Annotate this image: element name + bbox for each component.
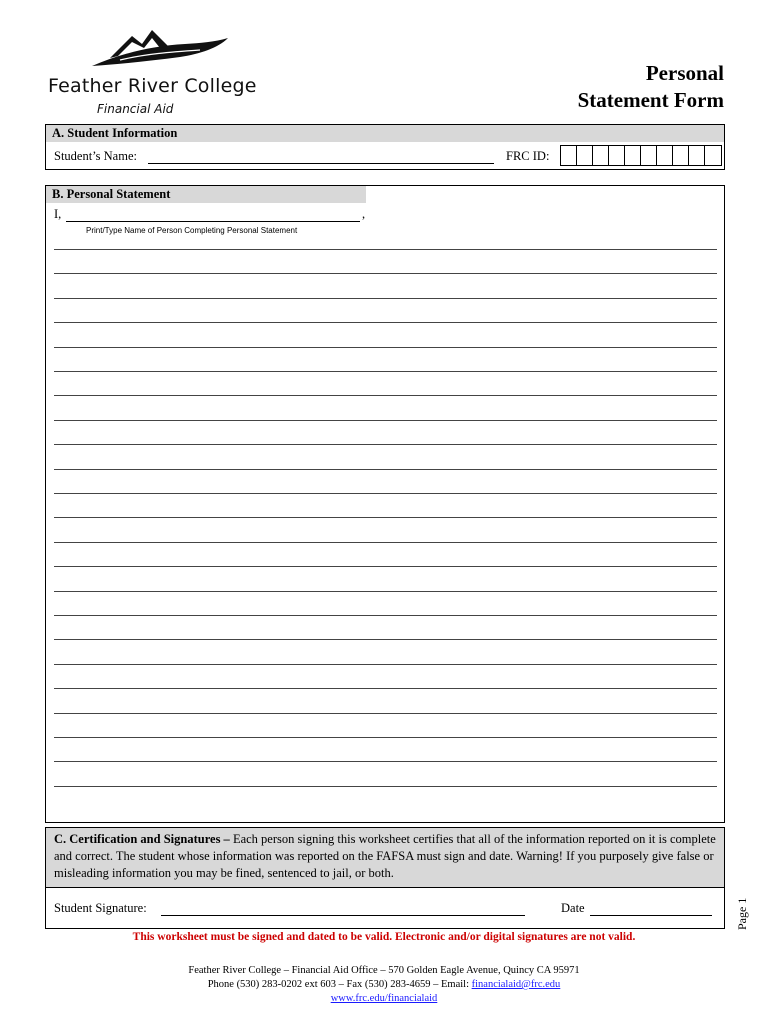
- statement-writing-line[interactable]: [54, 517, 717, 518]
- frc-id-digit-box[interactable]: [608, 145, 625, 166]
- footer-phone-fax: Phone (530) 283-0202 ext 603 – Fax (530) 283-4659 – Email:: [207, 979, 472, 990]
- signature-date-field[interactable]: [590, 901, 712, 916]
- comma-mark: ,: [362, 207, 366, 221]
- statement-writing-area[interactable]: [46, 186, 724, 822]
- college-logo: [45, 22, 257, 122]
- frc-id-digit-box[interactable]: [656, 145, 673, 166]
- statement-writing-line[interactable]: [54, 420, 717, 421]
- feather-mountain-logo-icon: [90, 24, 230, 74]
- statement-writing-line[interactable]: [54, 591, 717, 592]
- form-title: [578, 60, 724, 114]
- statement-writing-line[interactable]: [54, 639, 717, 640]
- statement-writing-line[interactable]: [54, 395, 717, 396]
- student-name-field[interactable]: [148, 149, 494, 164]
- statement-writing-line[interactable]: [54, 273, 717, 274]
- footer-email-link[interactable]: financialaid@frc.edu: [471, 979, 561, 990]
- frc-id-label: FRC ID:: [506, 149, 550, 163]
- statement-writing-line[interactable]: [54, 249, 717, 250]
- footer-website-link[interactable]: www.frc.edu/financialaid: [330, 993, 438, 1004]
- frc-id-digit-box[interactable]: [624, 145, 641, 166]
- statement-writing-line[interactable]: [54, 298, 717, 299]
- section-b-heading: B. Personal Statement: [52, 187, 171, 201]
- certification-text-block: [46, 828, 724, 887]
- section-c-divider: [46, 887, 724, 888]
- statement-writing-line[interactable]: [54, 444, 717, 445]
- statement-writing-line[interactable]: [54, 786, 717, 787]
- footer-website: [45, 992, 723, 1006]
- frc-id-digit-box[interactable]: [704, 145, 722, 166]
- statement-writing-line[interactable]: [54, 469, 717, 470]
- statement-writing-line[interactable]: [54, 566, 717, 567]
- frc-id-digit-box[interactable]: [592, 145, 609, 166]
- page-footer: [45, 964, 723, 1006]
- statement-writing-line[interactable]: [54, 347, 717, 348]
- i-label: I,: [54, 207, 62, 221]
- statement-writing-line[interactable]: [54, 761, 717, 762]
- statement-writing-line[interactable]: [54, 615, 717, 616]
- validity-warning: This worksheet must be signed and dated to be valid. Electronic and/or digital signatures are not valid.: [132, 931, 636, 943]
- logo-college-name: Feather River College: [48, 75, 257, 97]
- frc-id-digit-box[interactable]: [640, 145, 657, 166]
- student-information-section: [45, 124, 725, 170]
- statement-writing-line[interactable]: [54, 737, 717, 738]
- frc-id-digit-box[interactable]: [688, 145, 705, 166]
- student-name-label: Student’s Name:: [54, 149, 137, 163]
- statement-writing-line[interactable]: [54, 322, 717, 323]
- personal-statement-section: [45, 185, 725, 823]
- form-title-line-2: Statement Form: [577, 88, 724, 112]
- form-title-line-1: Personal: [645, 61, 724, 85]
- statement-writing-line[interactable]: [54, 713, 717, 714]
- statement-writing-line[interactable]: [54, 688, 717, 689]
- statement-writing-line[interactable]: [54, 542, 717, 543]
- certification-statement: Each person signing this worksheet certifies that all of the information reported on it is complete and correct. The student whose information was reported on the FAFSA must sign and date. Warning! If you purposely give false or misleading information you may be fined, sentenced to jail, or both.: [54, 832, 716, 880]
- date-label: Date: [561, 901, 585, 915]
- statement-writing-line[interactable]: [54, 493, 717, 494]
- page-number: Page 1: [735, 897, 749, 930]
- frc-id-digit-box[interactable]: [672, 145, 689, 166]
- section-c-heading: C. Certification and Signatures –: [54, 832, 230, 846]
- logo-subtitle: Financial Aid: [97, 102, 174, 116]
- statement-writing-line[interactable]: [54, 664, 717, 665]
- footer-address: Feather River College – Financial Aid Office – 570 Golden Eagle Avenue, Quincy CA 95971: [188, 965, 580, 976]
- frc-id-digit-box[interactable]: [576, 145, 593, 166]
- student-signature-label: Student Signature:: [54, 901, 147, 915]
- certification-section: [45, 827, 725, 929]
- frc-id-digit-box[interactable]: [560, 145, 577, 166]
- student-signature-field[interactable]: [161, 901, 525, 916]
- author-name-caption: Print/Type Name of Person Completing Personal Statement: [86, 226, 298, 235]
- frc-id-field[interactable]: [560, 125, 720, 169]
- section-a-heading: A. Student Information: [46, 125, 724, 142]
- footer-contact: [45, 978, 723, 992]
- statement-writing-line[interactable]: [54, 371, 717, 372]
